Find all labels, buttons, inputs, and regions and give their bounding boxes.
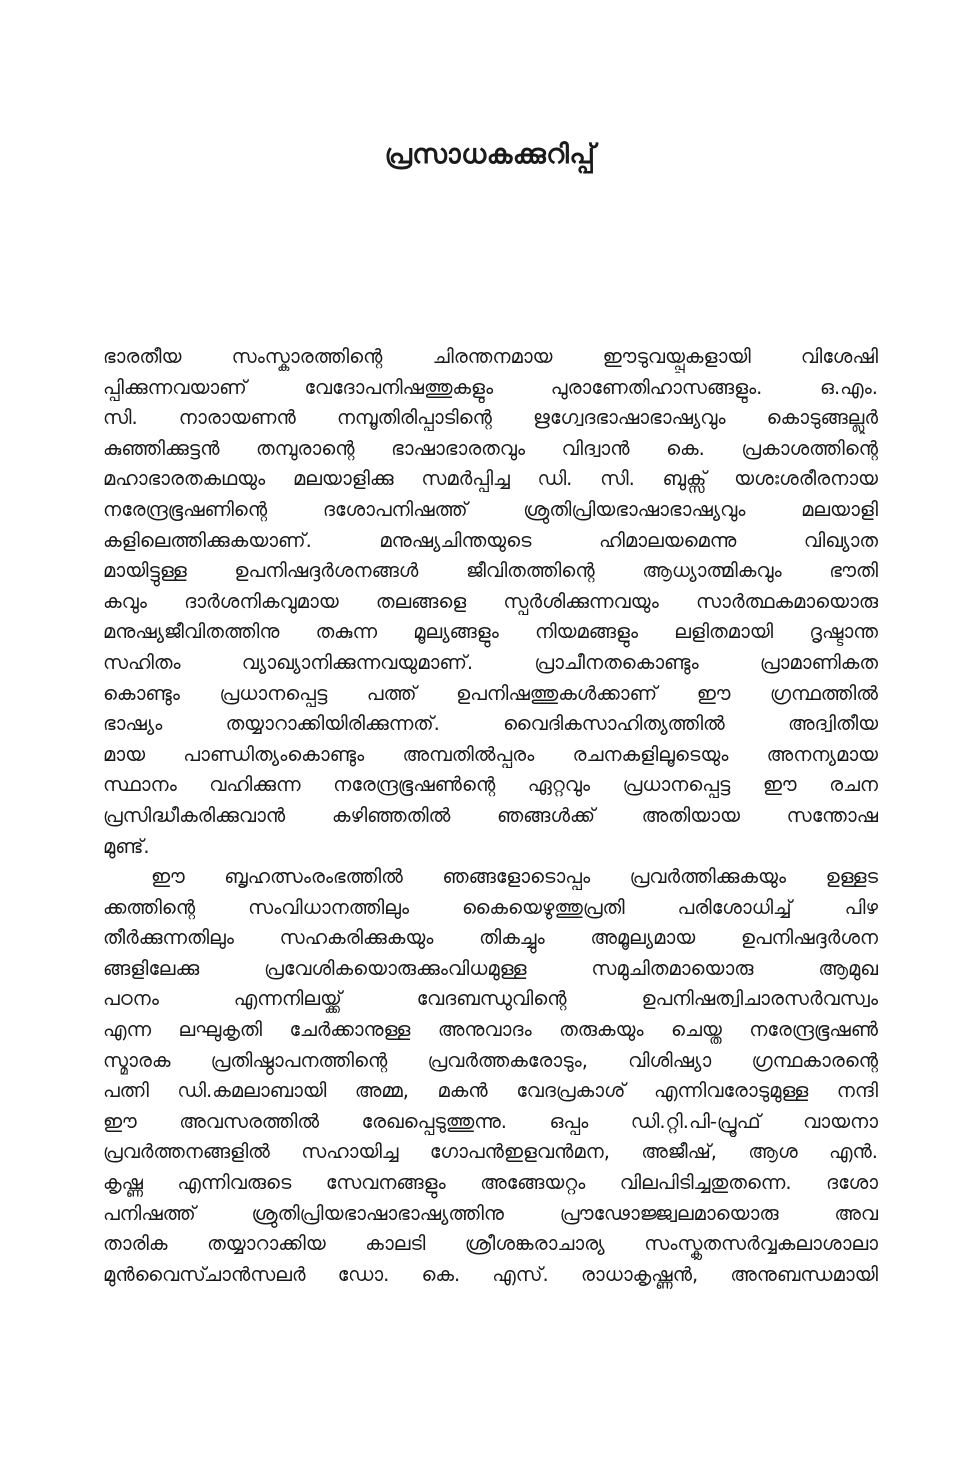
text-line: പനിഷത്ത് ശ്രുതിപ്രിയഭാഷാഭാഷ്യത്തിനു പ്രൗഢോജ്ജ്വലമായൊരു അവ	[103, 1201, 878, 1225]
page-title: പ്രസാധകക്കുറിപ്പ്	[384, 139, 596, 170]
text-line: എന്ന ലഘുകൃതി ചേർക്കാനുള്ള അനുവാദം തരുകയും ചെയ്ത നരേന്ദ്രഭൂഷൺ	[103, 1018, 878, 1042]
text-line: സ്മാരക പ്രതിഷ്ഠാപനത്തിന്റെ പ്രവർത്തകരോടും, വിശിഷ്യാ ഗ്രന്ഥകാരന്റെ	[103, 1048, 878, 1072]
text-line: പ്രസിദ്ധീകരിക്കുവാൻ കഴിഞ്ഞതിൽ ഞങ്ങൾക്ക് അതിയായ സന്തോഷ	[103, 803, 878, 827]
paragraph-2	[103, 862, 878, 1290]
text-line: സി. നാരായണൻ നമ്പൂതിരിപ്പാടിന്റെ ഋഗ്വേദഭാഷാഭാഷ്യവും കൊടുങ്ങല്ലൂർ	[103, 406, 878, 430]
text-line: ങ്ങളിലേക്കു പ്രവേശികയൊരുക്കുംവിധമുള്ള സമുചിതമായൊരു ആമുഖ	[103, 956, 878, 980]
text-line: മുൻവൈസ്ചാൻസലർ ഡോ. കെ. എസ്. രാധാകൃഷ്ണൻ, അനുബന്ധമായി	[103, 1262, 878, 1286]
text-line: നരേന്ദ്രഭൂഷണിന്റെ ദശോപനിഷത്ത് ശ്രുതിപ്രിയഭാഷാഭാഷ്യവും മലയാളി	[103, 497, 878, 521]
text-line: മുണ്ട്.	[103, 834, 150, 858]
paragraph-1	[103, 342, 878, 862]
text-line: ഈ അവസരത്തിൽ രേഖപ്പെടുത്തുന്നു. ഒപ്പം ഡി.റ്റി.പി-പ്രൂഫ് വായനാ	[103, 1109, 878, 1133]
text-line: സഹിതം വ്യാഖ്യാനിക്കുന്നവയുമാണ്. പ്രാചീനതകൊണ്ടും പ്രാമാണികത	[103, 650, 878, 674]
text-line: ഭാഷ്യം തയ്യാറാക്കിയിരിക്കുന്നത്. വൈദികസാഹിത്യത്തിൽ അദ്വിതീയ	[103, 712, 878, 736]
text-line: മനുഷ്യജീവിതത്തിനു തകുന്ന മൂല്യങ്ങളും നിയമങ്ങളും ലളിതമായി ദൃഷ്ടാന്ത	[103, 620, 878, 644]
text-line: പ്രവർത്തനങ്ങളിൽ സഹായിച്ച ഗോപൻഇളവൻമന, അജീഷ്, ആശ എൻ.	[103, 1140, 878, 1164]
text-line: കുഞ്ഞിക്കുട്ടൻ തമ്പുരാന്റെ ഭാഷാഭാരതവും വിദ്വാൻ കെ. പ്രകാശത്തിന്റെ	[103, 436, 878, 460]
text-line: മായിട്ടുള്ള ഉപനിഷദ്ദർശനങ്ങൾ ജീവിതത്തിന്റെ ആധ്യാത്മികവും ഭൗതി	[103, 559, 878, 583]
text-line: താരിക തയ്യാറാക്കിയ കാലടി ശ്രീശങ്കരാചാര്യ സംസ്കൃതസർവ്വകലാശാലാ	[103, 1232, 878, 1256]
text-line: പഠനം എന്നനിലയ്ക്ക് വേദബന്ധുവിന്റെ ഉപനിഷത്വിചാരസർവസ്വം	[103, 987, 878, 1011]
text-line: മായ പാണ്ഡിത്യംകൊണ്ടും അമ്പതിൽപ്പരം രചനകളിലൂടെയും അനന്യമായ	[103, 742, 878, 766]
text-line: മഹാഭാരതകഥയും മലയാളിക്കു സമർപ്പിച്ച ഡി. സി. ബുക്സ് യശഃശരീരനായ	[103, 467, 878, 491]
text-line: കൃഷ്ണ എന്നിവരുടെ സേവനങ്ങളും അങ്ങേയറ്റം വിലപിടിച്ചതുതന്നെ. ദശോ	[103, 1171, 878, 1195]
text-line: കളിലെത്തിക്കുകയാണ്. മനുഷ്യചിന്തയുടെ ഹിമാലയമെന്നു വിഖ്യാത	[103, 528, 878, 552]
text-line: സ്ഥാനം വഹിക്കുന്ന നരേന്ദ്രഭൂഷൺന്റെ ഏറ്റവും പ്രധാനപ്പെട്ട ഈ രചന	[103, 773, 878, 797]
body-text	[103, 342, 878, 1290]
text-line: പ്പിക്കുന്നവയാണ് വേദോപനിഷത്തുകളും പുരാണേതിഹാസങ്ങളും. ഒ.എം.	[103, 375, 878, 399]
text-line: ഈ ബൃഹത്സംരംഭത്തിൽ ഞങ്ങളോടൊപ്പം പ്രവർത്തിക്കുകയും ഉള്ളട	[151, 865, 878, 889]
text-line: ക്കത്തിന്റെ സംവിധാനത്തിലും കൈയെഴുത്തുപ്രതി പരിശോധിച്ച് പിഴ	[103, 895, 878, 919]
text-line: കൊണ്ടും പ്രധാനപ്പെട്ട പത്ത് ഉപനിഷത്തുകൾക്കാണ് ഈ ഗ്രന്ഥത്തിൽ	[103, 681, 878, 705]
text-line: തീർക്കുന്നതിലും സഹകരിക്കുകയും തികച്ചും അമൂല്യമായ ഉപനിഷദ്ദർശന	[103, 926, 878, 950]
text-line: കവും ദാർശനികവുമായ തലങ്ങളെ സ്പർശിക്കുന്നവയും സാർത്ഥകമായൊരു	[103, 589, 878, 613]
text-line: പത്നി ഡി.കമലാബായി അമ്മ, മകൻ വേദപ്രകാശ് എന്നിവരോടുമുള്ള നന്ദി	[103, 1079, 878, 1103]
text-line: ഭാരതീയ സംസ്കാരത്തിന്റെ ചിരന്തനമായ ഈടുവയ്പ്പുകളായി വിശേഷി	[103, 345, 878, 368]
